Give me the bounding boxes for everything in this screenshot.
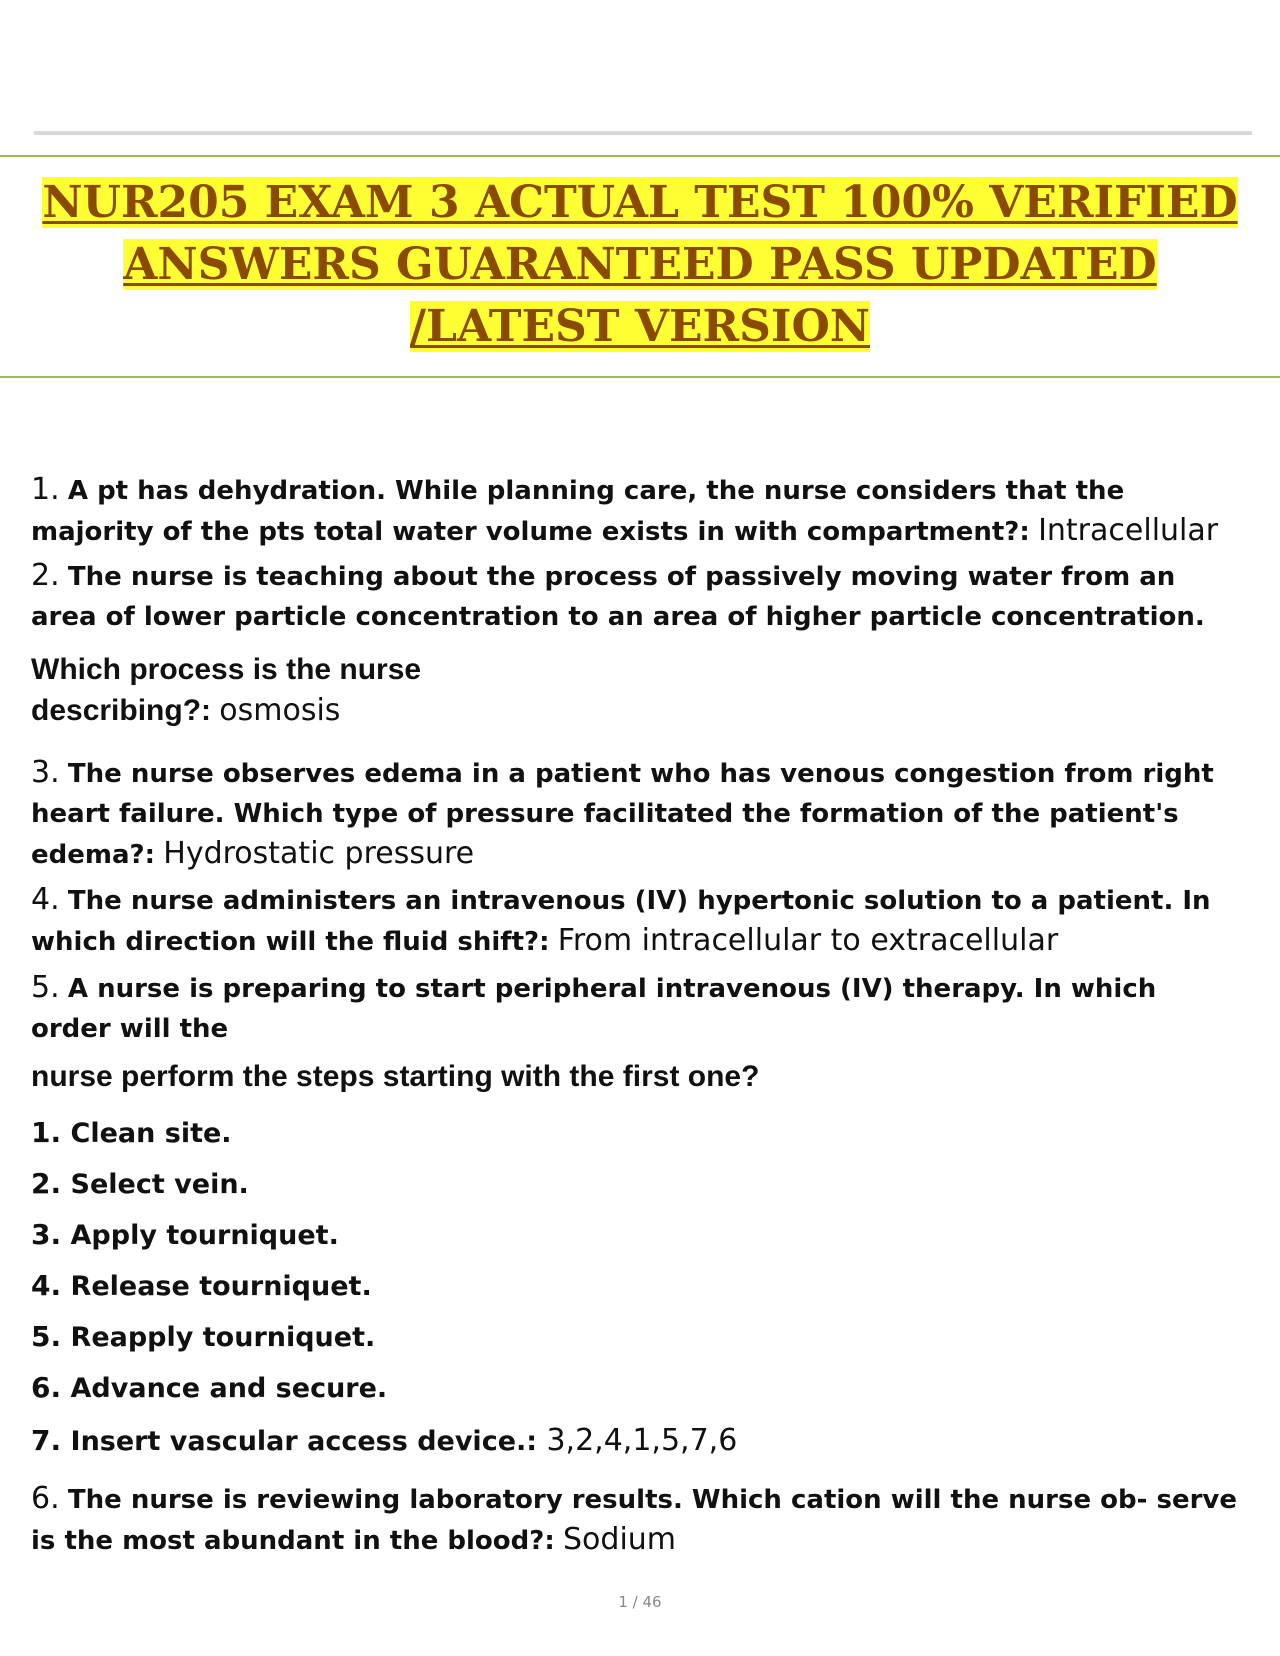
step-3	[31, 1218, 339, 1251]
question-6	[31, 1479, 1241, 1561]
question-answer: Hydrostatic pressure	[163, 836, 475, 871]
question-2	[31, 556, 1241, 637]
question-number: 5.	[31, 970, 60, 1005]
step-1	[31, 1116, 232, 1149]
question-text: The nurse administers an intravenous (IV) hypertonic solution to a patient. In which direction will the fluid shift?:	[31, 886, 1211, 957]
step-number: 7.	[31, 1424, 62, 1457]
question-number: 3.	[31, 755, 60, 790]
title-rule-bottom	[0, 376, 1280, 378]
question-answer: osmosis	[219, 693, 341, 728]
question-1	[31, 470, 1241, 552]
step-text: Release tourniquet.	[70, 1271, 372, 1302]
question-text: A pt has dehydration. While planning care, the nurse considers that the majority of the pts total water volume exists in with compartment?:	[31, 476, 1125, 547]
question-number: 2.	[31, 558, 60, 593]
question-number: 4.	[31, 882, 60, 917]
document-title	[0, 172, 1280, 358]
question-answer: Intracellular	[1038, 513, 1219, 548]
step-4	[31, 1269, 372, 1302]
question-text: The nurse observes edema in a patient who has venous congestion from right heart failure. Which type of pressure facilitated the formation of the patient's edema?:	[31, 759, 1214, 870]
title-line-1: NUR205 EXAM 3 ACTUAL TEST 100% VERIFIED	[42, 177, 1238, 228]
step-number: 4.	[31, 1269, 62, 1302]
step-text: Insert vascular access device.:	[70, 1426, 538, 1457]
question-text: The nurse is reviewing laboratory results. Which cation will the nurse ob- serve is the most abundant in the blood?:	[31, 1485, 1237, 1556]
question-4	[31, 880, 1241, 962]
step-number: 6.	[31, 1371, 62, 1404]
question-number: 1.	[31, 472, 60, 507]
step-number: 2.	[31, 1167, 62, 1200]
question-text-continued: describing?:	[31, 694, 212, 727]
title-line-2: ANSWERS GUARANTEED PASS UPDATED	[123, 239, 1157, 290]
title-rule-top	[0, 155, 1280, 157]
top-divider	[34, 131, 1252, 135]
question-text: A nurse is preparing to start peripheral intravenous (IV) therapy. In which order will the	[31, 974, 1157, 1044]
question-2-continued	[31, 650, 1241, 732]
step-5	[31, 1320, 375, 1353]
question-5	[31, 968, 1241, 1049]
step-text: Advance and secure.	[70, 1373, 388, 1404]
question-answer: 3,2,4,1,5,7,6	[546, 1423, 738, 1458]
step-number: 3.	[31, 1218, 62, 1251]
question-text-continued: nurse perform the steps starting with the first one?	[31, 1060, 760, 1093]
page-number: 1 / 46	[618, 1593, 662, 1611]
step-number: 1.	[31, 1116, 62, 1149]
question-text-continued: Which process is the nurse	[31, 653, 422, 686]
step-text: Apply tourniquet.	[70, 1220, 339, 1251]
question-answer: Sodium	[563, 1522, 677, 1557]
question-text: The nurse is teaching about the process of passively moving water from an area of lower particle concentration to an area of higher particle concentration.	[31, 562, 1205, 632]
step-text: Select vein.	[70, 1169, 249, 1200]
step-7	[31, 1423, 737, 1458]
step-text: Reapply tourniquet.	[70, 1322, 376, 1353]
step-2	[31, 1167, 249, 1200]
step-text: Clean site.	[70, 1118, 232, 1149]
question-answer: From intracellular to extracellular	[557, 923, 1059, 958]
question-5-continued	[31, 1057, 1241, 1098]
step-number: 5.	[31, 1320, 62, 1353]
step-6	[31, 1371, 387, 1404]
question-3	[31, 753, 1241, 875]
title-line-3: /LATEST VERSION	[409, 301, 870, 352]
question-number: 6.	[31, 1481, 60, 1516]
